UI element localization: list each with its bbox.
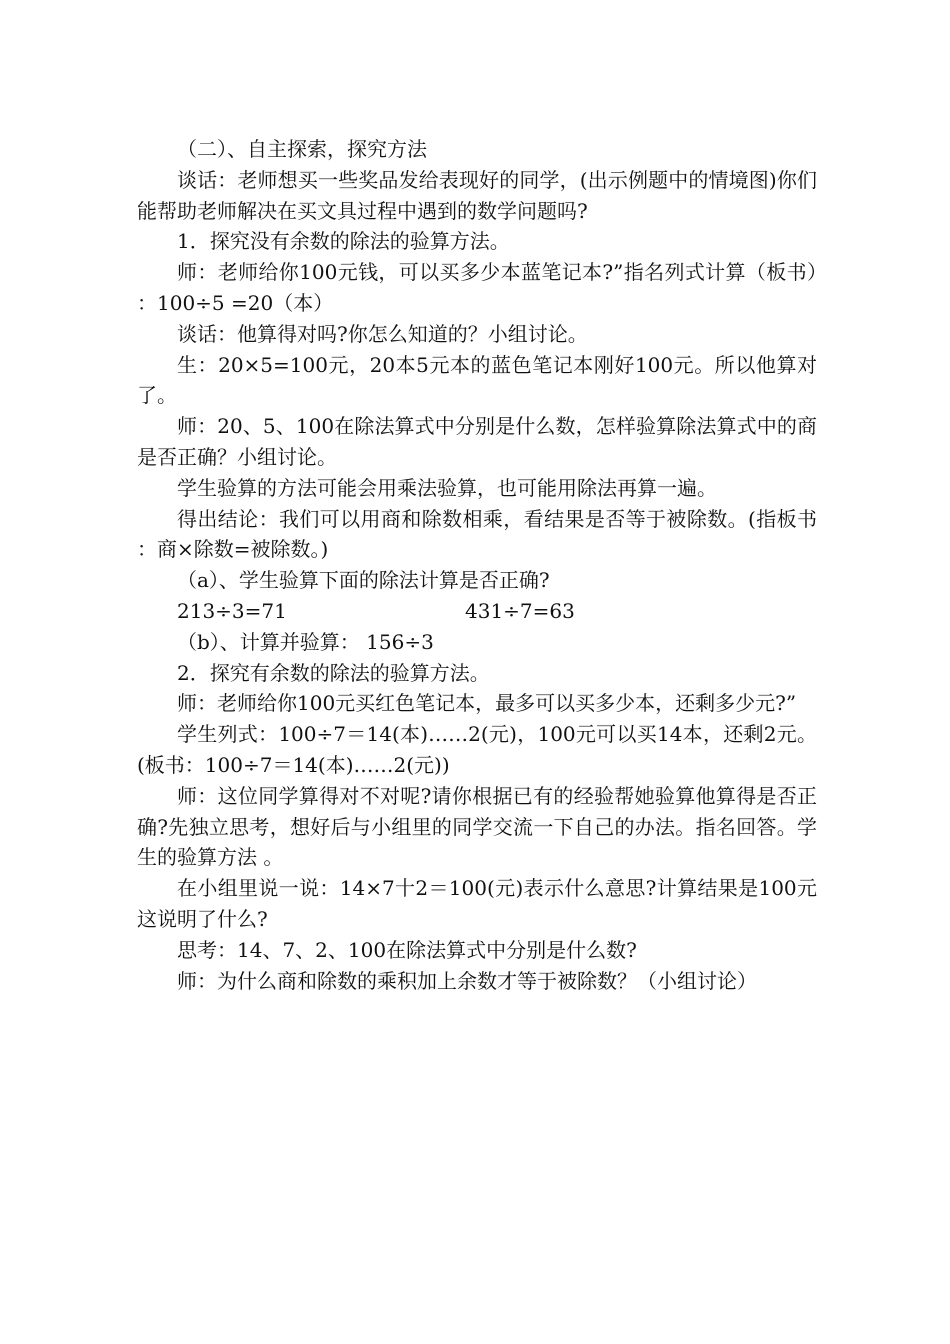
paragraph-talk-intro: 谈话：老师想买一些奖品发给表现好的同学，(出示例题中的情境图)你们能帮助老师解决在买文具过程中遇到的数学问题吗? (137, 167, 817, 223)
paragraph-group-discuss: 在小组里说一说：14×7十2＝100(元)表示什么意思?计算结果是100元这说明了什么? (137, 876, 817, 931)
paragraph-student-methods: 学生验算的方法可能会用乘法验算，也可能用除法再算一遍。 (177, 475, 717, 500)
section-heading: （二）、自主探索，探究方法 (177, 137, 427, 161)
exercise-a-right: 431÷7=63 (465, 598, 575, 623)
paragraph-think: 思考：14、7、2、100在除法算式中分别是什么数? (177, 937, 637, 962)
exercise-b-prompt: （b）、计算并验算： 156÷3 (177, 629, 434, 654)
paragraph-teacher-red-notebook: 师：老师给你100元买红色笔记本，最多可以买多少本，还剩多少元?” (177, 691, 797, 716)
subheading-no-remainder: 1．探究没有余数的除法的验算方法。 (177, 229, 510, 254)
paragraph-conclusion: 得出结论：我们可以用商和除数相乘，看结果是否等于被除数。(指板书：商×除数=被除数。) (137, 506, 817, 562)
paragraph-teacher-why: 师：为什么商和除数的乘积加上余数才等于被除数？（小组讨论） (177, 968, 757, 993)
paragraph-talk-check: 谈话：他算得对吗?你怎么知道的？小组讨论。 (177, 321, 588, 346)
paragraph-student-equation: 学生列式：100÷7＝14(本)……2(元)，100元可以买14本，还剩2元。(板书：100÷7＝14(本)……2(元)) (137, 722, 817, 777)
paragraph-teacher-blue-notebook: 师：老师给你100元钱，可以买多少本蓝笔记本?”指名列式计算（板书）：100÷5 =20（本） (137, 260, 817, 315)
exercise-a-prompt: （a）、学生验算下面的除法计算是否正确? (177, 568, 550, 593)
subheading-with-remainder: 2．探究有余数的除法的验算方法。 (177, 660, 490, 685)
paragraph-teacher-verify: 师：这位同学算得对不对呢?请你根据已有的经验帮她验算他算得是否正确?先独立思考，想好后与小组里的同学交流一下自己的办法。指名回答。学生的验算方法 。 (137, 783, 817, 870)
paragraph-teacher-question: 师：20、5、100在除法算式中分别是什么数，怎样验算除法算式中的商是否正确？小组讨论。 (137, 414, 817, 469)
exercise-a-row (137, 596, 817, 627)
document-body (137, 134, 817, 996)
exercise-a-left: 213÷3=71 (177, 598, 287, 623)
paragraph-student-answer: 生：20×5=100元，20本5元本的蓝色笔记本刚好100元。所以他算对了。 (137, 352, 817, 408)
